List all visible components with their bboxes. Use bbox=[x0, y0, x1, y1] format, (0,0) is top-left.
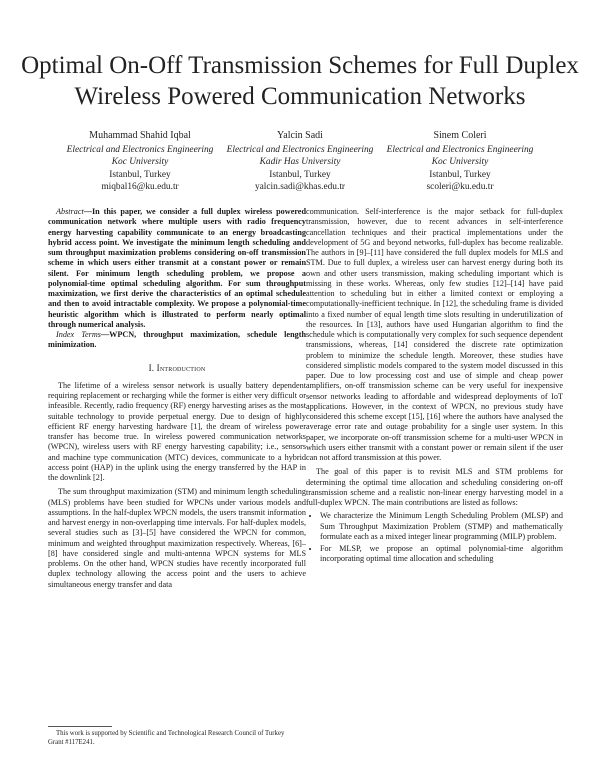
author-department: Electrical and Electronics Engineering bbox=[226, 144, 374, 155]
author-email: miqbal16@ku.edu.tr bbox=[101, 182, 179, 193]
author-location: Istanbul, Turkey bbox=[269, 169, 331, 180]
author-department: Electrical and Electronics Engineering bbox=[66, 144, 214, 155]
body-paragraph: The sum throughput maximization (STM) and minimum length scheduling (MLS) problems have been studied for WPCNs under various models and assumptions. In the half-duplex WPCN models, the users transmit information and harvest energy in non-overlapping time intervals. For half-duplex models, several studies such as [3]–[5] have considered the WPCN for common, minimum and weighted throughput maximization respectively. Whereas, [6]–[8] have considered single and multi-antenna WPCN systems for MLS problems. On the other hand, WPCN studies have recently incorporated full duplex technology allowing the access point and the users to achieve simultaneous energy transfer and data bbox=[48, 487, 306, 589]
author-email: scoleri@ku.edu.tr bbox=[426, 182, 494, 193]
body-paragraph: communication. Self-interference is the major setback for full-duplex transmission, however, due to recent advances in self-interference cancellation techniques and their practical implementations under the development of 5G and beyond networks, full-duplex has become realizable. The authors in [9]–[11] have considered the full duplex models for MLS and STM. Due to full duplex, a wireless user can harvest energy during both its own and other users transmission, making scheduling important which is missing in these works. Whereas, only few studies [12]–[14] have paid attention to scheduling but in either a limited context or employing a computationally-inefficient technique. In [12], the scheduling frame is divided into a fixed number of equal length time slots resulting in underutilization of the resources. In [13], authors have used Hungarian algorithm to find the schedule which is computationally very complex for such sequence dependent transmissions, whereas, [14] considered the discrete rate optimization problem to minimize the schedule length. Moreover, these studies have considered simplistic models compared to the system model discussed in this paper. Due to low processing cost and use of simple and cheap power amplifiers, on-off transmission scheme can be very useful for inexpensive sensor networks leading to affordable and widespread deployments of IoT applications. However, in the context of WPCN, no previous study have considered this scheme except [15], [16] where the authors have analysed the average error rate and outage probability for a single user system. In this paper, we incorporate on-off transmission scheme for a multi-user WPCN in which users either transmit with a constant power or remain silent if the user can not afford transmission at this power. bbox=[306, 207, 563, 462]
index-terms-text: —WPCN, throughput maximization, schedule length minimization. bbox=[48, 330, 306, 350]
author-block-3 bbox=[360, 130, 560, 194]
contribution-list bbox=[306, 511, 563, 564]
author-location: Istanbul, Turkey bbox=[429, 169, 491, 180]
author-university: Koc University bbox=[111, 157, 169, 168]
list-item: • For MLSP, we propose an optimal polynomial-time algorithm incorporating optimal time allocation and scheduling bbox=[320, 544, 563, 565]
paper-title: Optimal On-Off Transmission Schemes for Full Duplex Wireless Powered Communication Networks bbox=[21, 52, 579, 110]
section-heading: I. Introduction bbox=[148, 362, 206, 373]
index-terms-lead: Index Terms bbox=[56, 330, 101, 339]
abstract bbox=[48, 207, 306, 330]
author-name: Muhammad Shahid Iqbal bbox=[89, 130, 191, 141]
footnote: This work is supported by Scientific and Technological Research Council of Turkey Grant #117E241. bbox=[48, 730, 285, 746]
footnote-divider bbox=[48, 726, 112, 727]
body-paragraph: The goal of this paper is to revisit MLS and STM problems for determining the optimal time allocation and scheduling considering on-off transmission scheme and a realistic non-linear energy harvesting model in a full-duplex WPCN. The main contributions are listed as follows: bbox=[306, 467, 563, 507]
author-name: Sinem Coleri bbox=[433, 130, 487, 141]
author-name: Yalcin Sadi bbox=[277, 130, 323, 141]
abstract-text: —In this paper, we consider a full duplex wireless powered communication network where multiple users with radio frequency energy harvesting capability communicate to an energy broadcasting hybrid access point. We investigate the minimum length scheduling and sum throughput maximization problems considering on-off transmission scheme in which users either transmit at a constant power or remain silent. For minimum length scheduling problem, we propose a polynomial-time optimal scheduling algorithm. For sum throughput maximization, we first derive the characteristics of an optimal schedule and then to avoid intractable complexity. We propose a polynomial-time heuristic algorithm which is illustrated to perform nearly optimal through numerical analysis. bbox=[48, 207, 306, 329]
author-email: yalcin.sadi@khas.edu.tr bbox=[254, 182, 346, 193]
left-column bbox=[48, 207, 306, 590]
abstract-lead: Abstract bbox=[56, 207, 84, 216]
body-paragraph: The lifetime of a wireless sensor network is usually battery dependent requiring replacement or recharging while the former is either very difficult or infeasible. Recently, radio frequency (RF) energy harvesting arises as the most suitable technology to provide perpetual energy. Due to design of highly efficient RF energy harvesting hardware [1], the dream of wireless power transfer has become true. In wireless powered communication networks (WPCN), wireless users with RF energy harvesting capability; i.e., sensors and machine type communication (MTC) devices, communicate to a hybrid access point (HAP) in the uplink using the energy transferred by the HAP in the downlink [2]. bbox=[48, 380, 306, 482]
author-university: Kadir Has University bbox=[259, 157, 341, 168]
list-item: • We characterize the Minimum Length Scheduling Problem (MLSP) and Sum Throughput Maximization Problem (STMP) and mathematically formulate each as a mixed integer linear programming (MILP) problem. bbox=[320, 511, 563, 542]
right-column bbox=[306, 207, 563, 567]
index-terms bbox=[48, 330, 306, 351]
author-location: Istanbul, Turkey bbox=[109, 169, 171, 180]
author-department: Electrical and Electronics Engineering bbox=[386, 144, 534, 155]
author-university: Koc University bbox=[431, 157, 489, 168]
